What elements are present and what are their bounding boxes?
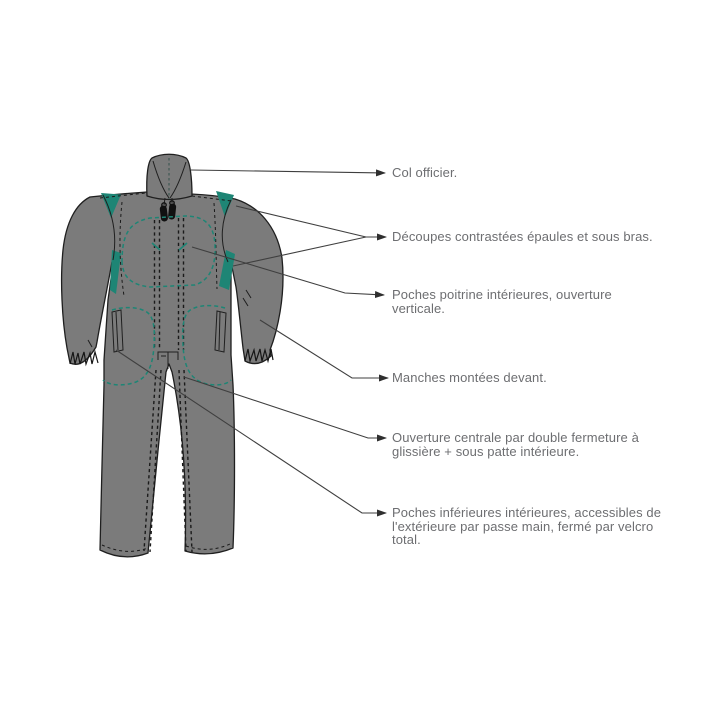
callout-label-col-officier [392,166,718,180]
callout-label-ouverture-centrale [392,431,718,458]
callout-text-line: Poches poitrine intérieures, ouverture [392,287,612,302]
coverall-illustration [62,154,283,557]
callout-line-col-officier [191,170,385,173]
callout-text-line: total. [392,532,421,547]
callout-line-manches [260,320,388,378]
callout-text-line: Manches montées devant. [392,370,547,385]
callout-text-line: Ouverture centrale par double fermeture à [392,430,639,445]
callout-text-line: Découpes contrastées épaules et sous bras. [392,229,653,244]
callout-label-decoupes-contrastees [392,230,718,244]
callout-text-line: Poches inférieures intérieures, accessibles de [392,505,662,520]
callout-text-line: Col officier. [392,165,458,180]
callout-text-line: verticale. [392,300,446,316]
callout-label-manches-montees [392,371,718,385]
callout-label-poches-inferieures [392,506,718,547]
callout-text-line: l'extérieure par passe main, fermé par velcro [392,518,654,534]
callout-label-poches-poitrine [392,288,718,315]
officer-collar [147,154,192,199]
coverall-body [62,192,283,557]
callout-text-line: glissière + sous patte intérieure. [392,443,580,459]
